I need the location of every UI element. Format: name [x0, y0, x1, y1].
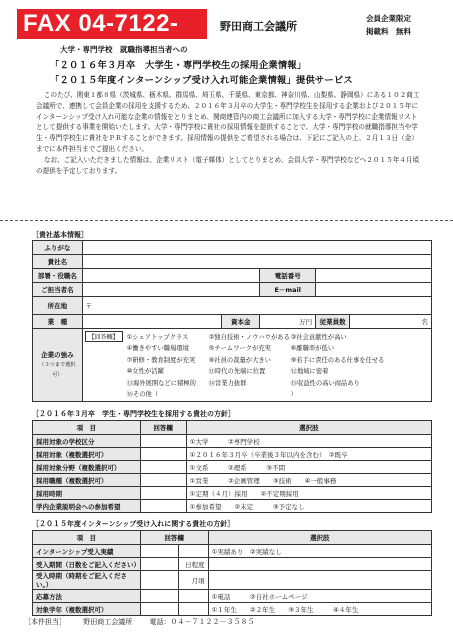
intro-paragraph-1: このたび、関東１都８県（茨城県、栃木県、群馬県、埼玉県、千葉県、東京都、神奈川県、山梨県、静岡県）にある１０２商工会議所で、連携して会員企業の採用を支援するため、２０１６年３月卒の大学生・専門学校生を採用する企業および２０１５年にインターンシップ受け入れ可能な企業の情報をとりまとめ、関商連管内の商工会議所に加入する大学・専門学校に企業情報リストとして提供する事業を開始いたします。大学・専門学校に貴社の採用情報を提供することで、大学・専門学校の就職指導担当や学生・専門学校生に貴社をＰＲすることができます。採用情報の提供をご希望される場合は、下記にご記入の上、２月１３日（金）までに本件担当までご提出ください。: [36, 91, 420, 153]
member-only-label: 会員企業限定: [366, 14, 411, 23]
recruit-row: [33, 435, 432, 448]
capital-field[interactable]: [260, 315, 316, 329]
strengths-label-cell: [33, 329, 83, 402]
strength-option: ⑭営業力抜群: [208, 379, 247, 387]
strength-option: ③社会貢献性が高い: [290, 334, 347, 341]
organization-name: 野田商工会議所: [220, 20, 297, 33]
intro-paragraph-2: なお、ご記入いただきました情報は、企業リスト（電子媒体）としてとりまとめ、会員大学・専門学校などへ２０１５年４月頃の提供を予定しております。: [36, 155, 420, 175]
recruit-answer-field[interactable]: [140, 487, 186, 500]
employees-unit: 名: [421, 318, 428, 326]
recruit-item: 学内企業説明会への参加希望: [33, 500, 141, 513]
intern-answer-field[interactable]: [140, 558, 178, 571]
company-info-table: [32, 240, 432, 402]
strengths-answer-area[interactable]: [83, 329, 127, 401]
recruit-choice: ①文系 ②理系 ③不問: [186, 461, 431, 474]
intern-rows: [33, 545, 432, 616]
strength-option: ⑤チームワークが充実: [208, 345, 271, 353]
footer-contact: [24, 617, 268, 627]
recruit-answer-field[interactable]: [140, 435, 186, 448]
recruit-col-choice: 選択肢: [186, 421, 431, 435]
strength-option: ⑫地域に密着: [290, 368, 329, 376]
recruit-choice: ①大学 ②専門学校: [186, 435, 431, 448]
recruit-answer-field[interactable]: [140, 461, 186, 474]
capital-label: 資本金: [222, 315, 260, 329]
address-field[interactable]: [82, 297, 431, 315]
footer-org: 野田商工会議所: [83, 618, 133, 626]
recruit-row: [33, 500, 432, 513]
strength-option: ）: [290, 390, 297, 398]
cut-line-divider: [0, 220, 453, 221]
strength-option: ⑯その他（: [126, 390, 159, 398]
recruit-choice: ①営業 ②企画管理 ③技術 ④一般事務: [186, 474, 431, 487]
member-only-note: [366, 12, 411, 38]
intern-item: 対象学年（複数選択可）: [33, 603, 141, 616]
strength-option: ⑧社員の裁量が大きい: [208, 356, 271, 364]
answer-badge: 【回答欄】: [85, 331, 123, 342]
intern-answer-field[interactable]: [140, 545, 178, 558]
intern-row: [33, 558, 432, 571]
strengths-cell: [82, 329, 431, 402]
strengths-label: 企業の強み: [41, 350, 74, 359]
recruit-item: 採用時期: [33, 487, 141, 500]
intern-item: 応募方法: [33, 590, 141, 603]
company-section-title: ［貴社基本情報］: [32, 231, 88, 239]
intern-choice: ①実績あり ②実績なし: [208, 545, 431, 558]
recruit-col-answer: 回答欄: [140, 421, 186, 435]
postal-mark: 〒: [85, 302, 93, 310]
strength-option: ①シェアトップクラス: [126, 334, 189, 341]
intern-policy-table: [32, 530, 432, 616]
recruit-item: 採用職種（複数選択可）: [33, 474, 141, 487]
strengths-options: [126, 329, 385, 401]
headline-recruit: 「２０１６年３月卒 大学生・専門学校生の採用企業情報」: [50, 60, 307, 71]
email-field[interactable]: [316, 283, 432, 297]
capital-unit: 万円: [299, 318, 313, 326]
intern-item: インターンシップ受入実績: [33, 545, 141, 558]
recruit-item: 採用対象（複数選択可）: [33, 448, 141, 461]
recruit-rows: [33, 435, 432, 513]
dept-title-label: 部署・役職名: [33, 269, 83, 283]
recruit-choice: ①定期（４月）採用 ②不定期採用: [186, 487, 431, 500]
strength-option: [209, 389, 291, 398]
strength-option: ⑩女性が活躍: [126, 368, 164, 376]
intern-answer-unit: 月頃: [178, 571, 208, 590]
address-label: 所在地: [33, 297, 83, 315]
recruit-choice: ①参加希望 ②未定 ③予定なし: [186, 500, 431, 513]
phone-label: 電話番号: [260, 269, 316, 283]
intern-choice: ①１年生 ②２年生 ③３年生 ④４年生: [208, 603, 431, 616]
strength-option: ②独自技術・ノウハウがある: [208, 334, 290, 341]
strength-option: ⑥離職率が低い: [290, 345, 335, 353]
intern-choice: ①電話 ②自社ホームページ: [208, 590, 431, 603]
company-name-field[interactable]: [82, 255, 431, 269]
headline-internship: 「２０１５年度インターンシップ受け入れ可能企業情報」提供サービス: [50, 75, 353, 86]
furigana-label: ふりがな: [33, 241, 83, 255]
intern-item: 受入時期（時期をご記入ください。）: [33, 571, 141, 590]
intern-answer-field[interactable]: [140, 603, 178, 616]
employees-field[interactable]: [350, 315, 432, 329]
intern-row: [33, 571, 432, 590]
strength-option: ⑨若手に責任のある仕事を任せる: [290, 356, 385, 364]
intern-answer-field[interactable]: [140, 590, 178, 603]
intern-choice: [208, 571, 431, 590]
intern-row: [33, 545, 432, 558]
industry-label: 業 種: [33, 315, 83, 329]
intern-answer-unit: [178, 603, 208, 616]
recruit-policy-table: [32, 420, 432, 513]
strength-option: ⑬海外展開などに積極的: [126, 379, 196, 387]
recruit-choice: ①２０１６年３月卒（卒業後３年以内を含む） ②既卒: [186, 448, 431, 461]
contact-name-label: ご担当者名: [33, 283, 83, 297]
fee-label: 掲載料 無料: [366, 27, 411, 36]
recruit-section-title: ［２０１６年３月卒 学生・専門学校生を採用する貴社の方針］: [32, 410, 235, 418]
furigana-field[interactable]: [82, 241, 431, 255]
recruit-answer-field[interactable]: [140, 500, 186, 513]
audience-line: 大学・専門学校 就職指導担当者への: [60, 45, 188, 54]
intern-row: [33, 590, 432, 603]
intern-col-answer: 回答欄: [140, 531, 208, 545]
strength-option: ⑦研修・教育制度が充実: [126, 356, 196, 364]
recruit-row: [33, 448, 432, 461]
intern-col-choice: 選択肢: [208, 531, 431, 545]
recruit-item: 採用対象の学校区分: [33, 435, 141, 448]
recruit-row: [33, 474, 432, 487]
recruit-row: [33, 461, 432, 474]
intern-section-title: ［２０１５年度インターンシップ受け入れに関する貴社の方針］: [32, 520, 235, 528]
recruit-answer-field[interactable]: [140, 448, 186, 461]
intern-row: [33, 603, 432, 616]
strength-option: ⑮収益性の高い商品あり: [290, 379, 360, 387]
phone-field[interactable]: [316, 269, 432, 283]
contact-name-field[interactable]: [82, 283, 260, 297]
intern-answer-field[interactable]: [140, 571, 178, 590]
recruit-item: 採用対象分野（複数選択可）: [33, 461, 141, 474]
strength-option: ⑪時代の先端に位置: [208, 368, 266, 376]
strengths-note: （３つまで選択可）: [39, 361, 76, 378]
intern-answer-unit: [178, 590, 208, 603]
strength-option: ④働きやすい職場環境: [126, 345, 189, 353]
recruit-answer-field[interactable]: [140, 474, 186, 487]
industry-field[interactable]: [82, 315, 222, 329]
intern-col-item: 項 目: [33, 531, 141, 545]
intern-choice: [208, 558, 431, 571]
footer-phone: 電話：０４－７１２２－３５８５: [149, 618, 255, 626]
company-name-label: 貴社名: [33, 255, 83, 269]
email-label: E－mail: [260, 283, 316, 297]
intern-answer-unit: [178, 545, 208, 558]
intro-text: [36, 90, 421, 176]
fax-number-banner: FAX 04-7122-7185: [17, 9, 207, 39]
recruit-col-item: 項 目: [33, 421, 141, 435]
intern-answer-unit: 日程度: [178, 558, 208, 571]
intern-item: 受入期間（日数をご記入ください）: [33, 558, 141, 571]
footer-label: ［本件担当］: [24, 618, 66, 626]
employees-label: 従業員数: [316, 315, 350, 329]
recruit-row: [33, 487, 432, 500]
dept-title-field[interactable]: [82, 269, 260, 283]
